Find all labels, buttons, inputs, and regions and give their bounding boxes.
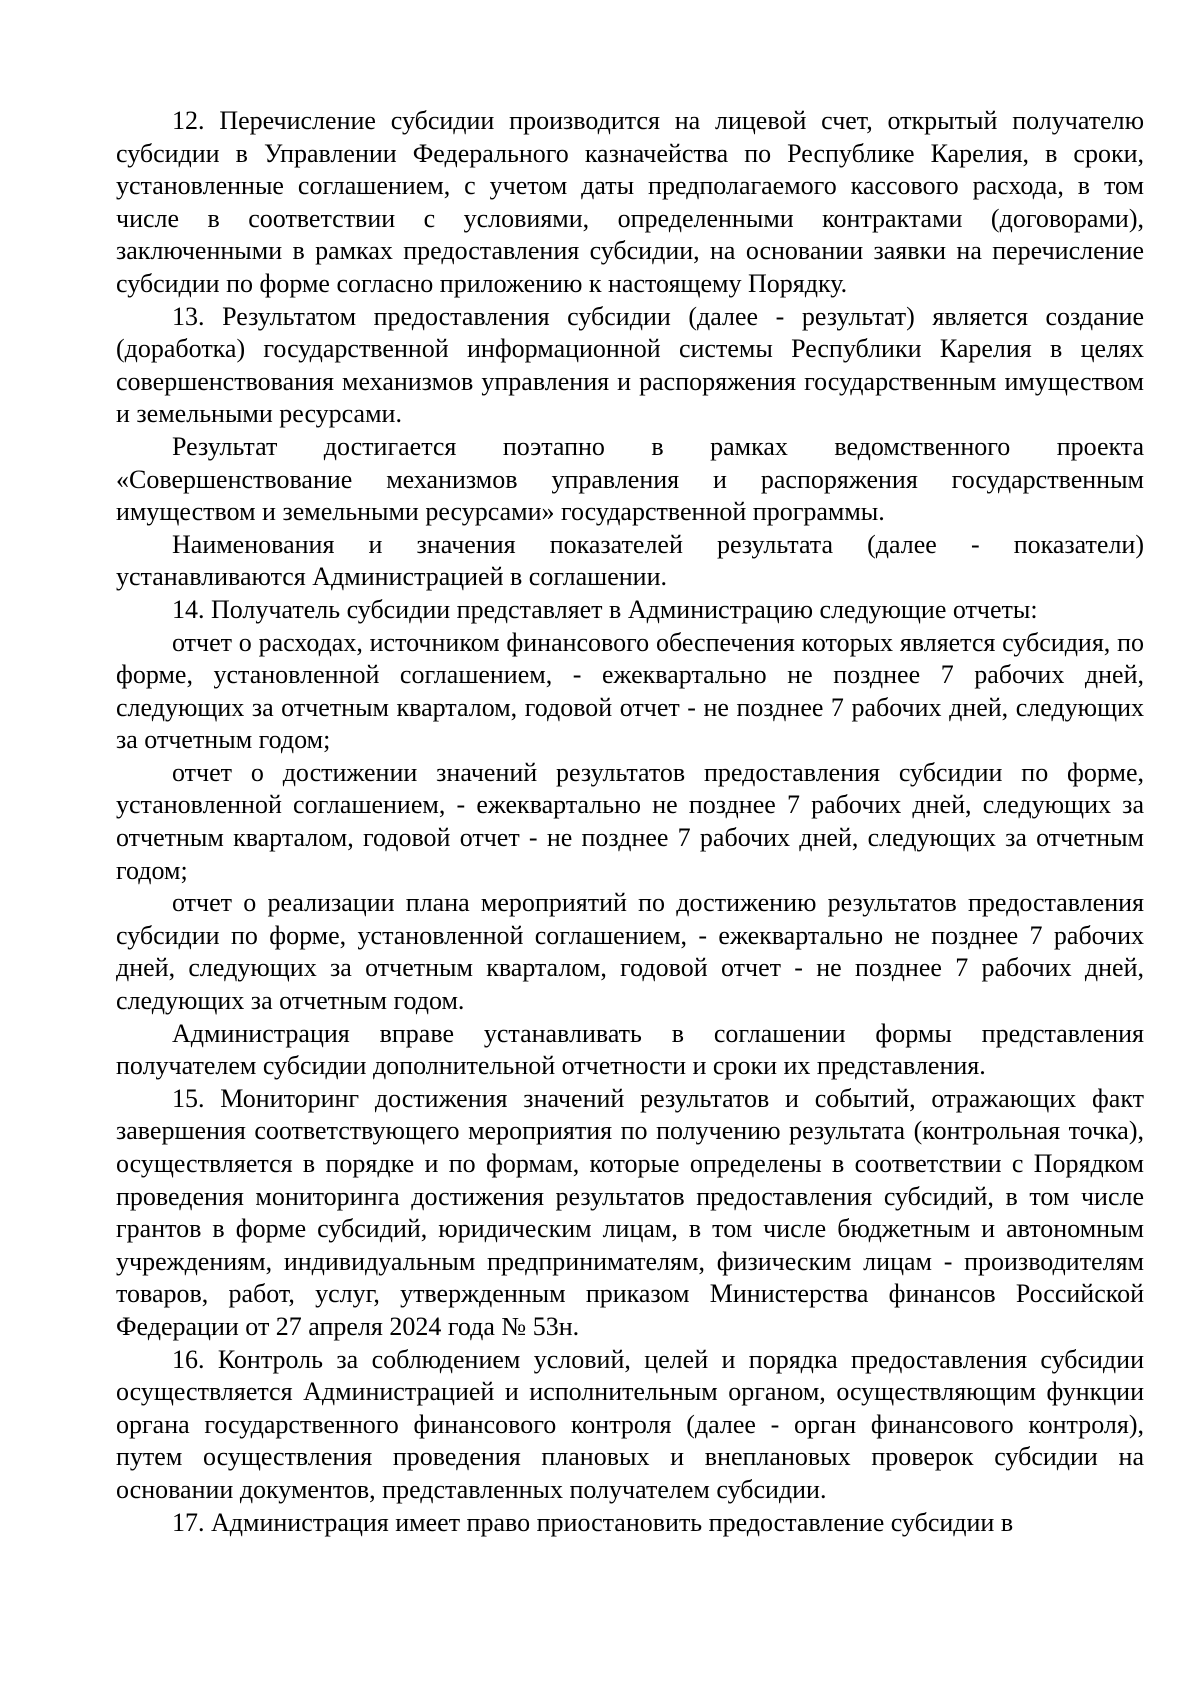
paragraph-expense-report: отчет о расходах, источником финансового обеспечения которых является субсидия, по форме, установленной соглашением, - ежеквартально не позднее 7 рабочих дней, следующих за отчетным кварталом, годовой отчет - не позднее 7 рабочих дней, следующих за отчетным годом; — [116, 627, 1144, 755]
paragraph-17: 17. Администрация имеет право приостановить предоставление субсидии в — [172, 1507, 1014, 1537]
paragraph-15: 15. Мониторинг достижения значений результатов и событий, отражающих факт завершения соответствующего мероприятия по получению результата (контрольная точка), осуществляется в порядке и по формам, которые определены в соответствии с Порядком проведения мониторинга достижения результатов предоставления субсидий, в том числе грантов в форме субсидий, юридическим лицам, в том числе бюджетным и автономным учреждениям, индивидуальным предпринимателям, физическим лицам - производителям товаров, работ, услуг, утвержденным приказом Министерства финансов Российской Федерации от 27 апреля 2024 года № 53н. — [116, 1083, 1144, 1341]
paragraph-16: 16. Контроль за соблюдением условий, целей и порядка предоставления субсидии осуществляется Администрацией и исполнительным органом, осуществляющим функции органа государственного финансового контроля (далее - орган финансового контроля), путем осуществления проведения плановых и внеплановых проверок субсидии на основании документов, представленных получателем субсидии. — [116, 1344, 1144, 1504]
paragraph-result-stages: Результат достигается поэтапно в рамках ведомственного проекта «Совершенствование механизмов управления и распоряжения государственным имуществом и земельными ресурсами» государственной программы. — [116, 431, 1144, 527]
paragraph-13: 13. Результатом предоставления субсидии (далее - результат) является создание (доработка) государственной информационной системы Республики Карелия в целях совершенствования механизмов управления и распоряжения государственным имуществом и земельными ресурсами. — [116, 301, 1144, 429]
document-page — [116, 105, 1144, 1539]
paragraph-plan-report: отчет о реализации плана мероприятий по достижению результатов предоставления субсидии по форме, установленной соглашением, - ежеквартально не позднее 7 рабочих дней, следующих за отчетным кварталом, годовой отчет - не позднее 7 рабочих дней, следующих за отчетным годом. — [116, 888, 1144, 1016]
paragraph-results-report: отчет о достижении значений результатов предоставления субсидии по форме, установленной соглашением, - ежеквартально не позднее 7 рабочих дней, следующих за отчетным кварталом, годовой отчет - не позднее 7 рабочих дней, следующих за отчетным годом; — [116, 757, 1144, 885]
paragraph-additional-reporting: Администрация вправе устанавливать в соглашении формы представления получателем субсидии дополнительной отчетности и сроки их представления. — [116, 1018, 1144, 1081]
paragraph-12: 12. Перечисление субсидии производится на лицевой счет, открытый получателю субсидии в Управлении Федерального казначейства по Республике Карелия, в сроки, установленные соглашением, с учетом даты предполагаемого кассового расхода, в том числе в соответствии с условиями, определенными контрактами (договорами), заключенными в рамках предоставления субсидии, на основании заявки на перечисление субсидии по форме согласно приложению к настоящему Порядку. — [116, 106, 1144, 298]
paragraph-14: 14. Получатель субсидии представляет в Администрацию следующие отчеты: — [172, 594, 1038, 624]
paragraph-indicators: Наименования и значения показателей результата (далее - показатели) устанавливаются Администрацией в соглашении. — [116, 529, 1144, 592]
